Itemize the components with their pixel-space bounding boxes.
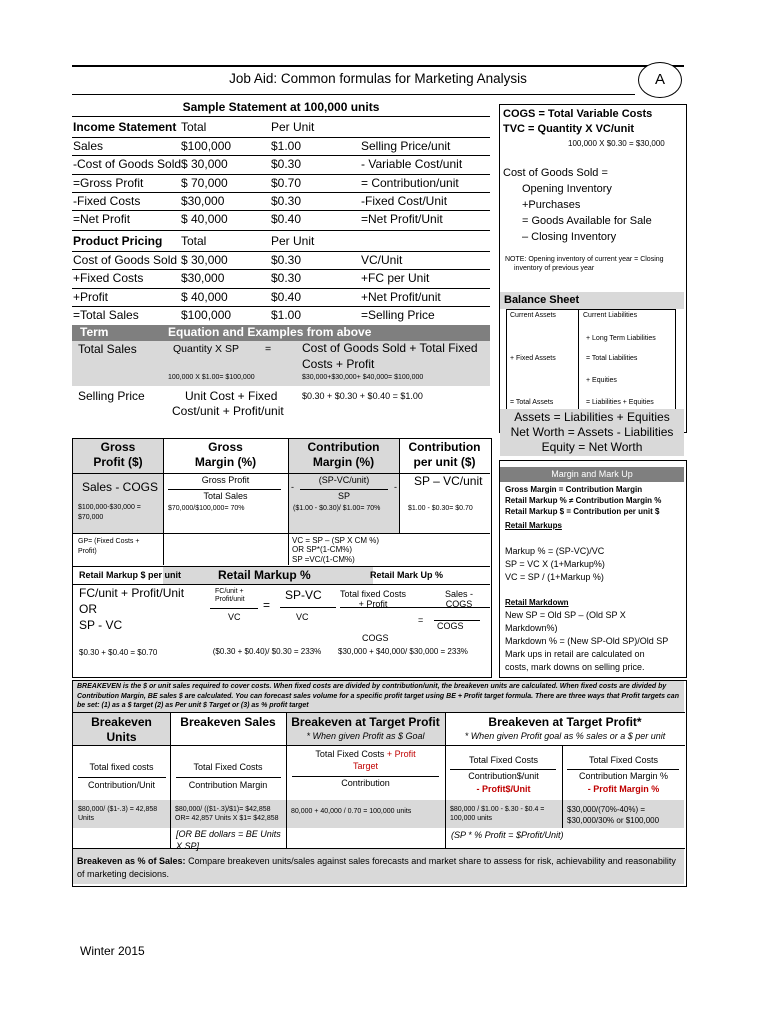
retail-markdown-title: Retail Markdown [505,598,569,607]
total-sales-ex1: 100,000 X $1.00= $100,000 [168,374,255,381]
table-cell: =Selling Price [361,308,435,322]
contribution-margin-head-1: Contribution [307,440,380,454]
table-cell: +Profit [73,290,109,304]
table-cell: $0.30 [271,157,302,171]
selling-price-term: Selling Price [78,389,145,403]
pricing-head-total: Total [181,234,207,248]
gross-margin-denominator: Total Sales [203,491,248,501]
table-cell: $0.40 [271,290,302,304]
gross-profit-formula: Sales - COGS [82,480,159,494]
total-sales-eq1: Quantity X SP [173,343,239,355]
contribution-unit-formula: SP – VC/unit [414,474,483,488]
table-cell: =Gross Profit [73,176,144,190]
contribution-unit-head-1: Contribution [408,440,481,454]
be-sales-head: Breakeven Sales [180,715,276,729]
be-target2-sub: * When given Profit goal as % sales or a $ per unit [464,731,666,741]
balance-left-head: Current Assets [510,312,556,319]
cogs-line1: COGS = Total Variable Costs [503,108,653,120]
be-target-num-a: Total Fixed Costs [315,749,387,759]
cogs-line4: Cost of Goods Sold = [503,167,608,179]
table-cell: Sales [73,139,104,153]
be-target-num-c: Target [352,761,378,771]
table-cell: $0.30 [271,271,302,285]
table-cell: =Net Profit/Unit [361,212,443,226]
income-head-total: Total [181,120,207,134]
markdown-d2: Markdown%) [505,623,558,633]
retail-formula-1b: OR [79,602,97,616]
balance-eq2: Net Worth = Assets - Liabilities [510,425,674,439]
markup-line3: Retail Markup $ = Contribution per unit $ [505,507,660,516]
be-target2-num: Total Fixed Costs [468,755,539,765]
vc-line1: VC = SP – (SP X CM %) [292,536,380,545]
retail-eq-2: = [418,615,424,625]
be-target2-den-b: - Profit$/Unit [476,784,531,794]
cm-numerator: (SP-VC/unit) [318,475,370,485]
gross-margin-head-2: Margin (%) [194,455,257,469]
retail-example-3: $30,000 + $40,000/ $30,000 = 233% [338,647,468,656]
cogs-line2: TVC = Quantity X VC/unit [503,123,635,135]
balance-title: Balance Sheet [504,294,580,306]
header-top-rule [72,65,684,67]
be-target2-example: $80,000 / $1.00 - $.30 - $0.4 = 100,000 units [450,806,545,823]
be-target-num-b: + Profit [386,749,416,759]
pricing-head-label: Product Pricing [73,234,163,248]
be-sp-note: (SP * % Profit = $Profit/Unit) [451,830,564,840]
markdown-d3: Markdown % = (New SP-Old SP)/Old SP [505,636,669,646]
table-cell: $ 40,000 [181,212,228,226]
selling-price-eq1a: Unit Cost + Fixed [185,389,278,403]
table-cell: $1.00 [271,139,302,153]
balance-left-1: + Fixed Assets [510,355,556,362]
markdown-d1: New SP = Old SP – (Old SP X [505,610,626,620]
cogs-line5: Opening Inventory [522,183,612,195]
be-units-num: Total fixed costs [89,762,154,772]
gross-profit-head-2: Profit ($) [93,455,143,469]
table-cell: $0.30 [271,253,302,267]
table-cell: $ 70,000 [181,176,228,190]
cogs-line8: – Closing Inventory [522,231,617,243]
be-target2-head: Breakeven at Target Profit* [488,715,642,729]
gross-margin-numerator: Gross Profit [201,475,250,485]
be-sales-example: $80,000/ (($1-.3)/$1)= $42,858 OR= 42,857 Units X $1= $42,858 [175,806,279,823]
markup-line1: Gross Margin = Contribution Margin [505,485,643,494]
table-cell: - Variable Cost/unit [361,157,463,171]
markup-m1: Markup % = (SP-VC)/VC [505,546,605,556]
total-sales-eq2a: Cost of Goods Sold + Total Fixed [302,341,478,355]
retail-formula-1c: SP - VC [79,618,123,632]
table-cell: Selling Price/unit [361,139,451,153]
be-target-head: Breakeven at Target Profit [291,715,440,729]
table-cell: =Net Profit [73,212,131,226]
table-cell: $ 30,000 [181,157,228,171]
cogs-line6: +Purchases [522,199,581,211]
retail-markups-title: Retail Markups [505,521,562,530]
be-sales-den: Contribution Margin [188,780,268,790]
be-target3-den-a: Contribution Margin % [578,771,669,781]
table-cell: $30,000 [181,271,225,285]
retail-formula-2b-num: SP-VC [285,588,322,602]
be-target-sub: * When given Profit as $ Goal [306,731,425,741]
retail-eq-1: = [263,598,271,612]
cm-denominator: SP [337,491,350,501]
table-cell: VC/Unit [361,253,403,267]
markup-line2: Retail Markup % ≠ Contribution Margin % [505,496,662,505]
gp-note: GP= (Fixed Costs + Profit) [78,538,140,555]
table-cell: Cost of Goods Sold [73,253,178,267]
retail-formula-2-num: FC/unit + Profit/unit [215,588,245,604]
contribution-margin-head-2: Margin (%) [312,455,375,469]
be-units-example: $80,000/ ($1-.3) = 42,858 Units [78,806,158,823]
balance-right-2: = Total Liabilities [586,355,638,362]
balance-right-head: Current Liabilities [583,312,638,319]
cogs-note2: inventory of previous year [514,265,595,272]
be-sales-num: Total Fixed Costs [193,762,263,772]
page-badge: A [638,62,682,98]
retail-formula-1a: FC/unit + Profit/Unit [79,586,185,600]
retail-formula-3-den: COGS [362,633,389,643]
total-sales-ex2: $30,000+$30,000+ $40,000= $100,000 [302,374,424,381]
balance-left-2: = Total Assets [510,399,554,406]
be-units-head-2: Units [106,730,137,744]
be-target3-example: $30,000/(70%-40%) = $30,000/30% or $100,000 [567,805,660,825]
contribution-unit-example: $1.00 - $0.30= $0.70 [408,505,473,512]
table-cell: +Fixed Costs [73,271,144,285]
income-head-unit: Per Unit [271,120,315,134]
income-head-label: Income Statement [73,120,177,134]
retail-formula-3b-num: Sales - COGS [444,589,473,610]
contribution-unit-head-2: per unit ($) [413,455,476,469]
pricing-head-unit: Per Unit [271,234,315,248]
selling-price-eq1b: Cost/unit + Profit/unit [172,404,284,418]
total-sales-eq2b: Costs + Profit [302,357,375,371]
gross-profit-head-1: Gross [100,440,136,454]
sample-title: Sample Statement at 100,000 units [182,100,380,114]
table-cell: $100,000 [181,139,232,153]
retail-head-1: Retail Markup $ per unit [79,570,182,580]
table-cell: +FC per Unit [361,271,430,285]
table-cell: = Contribution/unit [361,176,459,190]
markdown-d4: Mark ups in retail are calculated on [505,649,645,659]
retail-example-1: $0.30 + $0.40 = $0.70 [79,648,158,657]
retail-example-2: ($0.30 + $0.40)/ $0.30 = 233% [212,647,322,656]
balance-right-4: = Liabilities + Equities [586,399,654,406]
table-cell: $ 30,000 [181,253,228,267]
gross-margin-example: $70,000/$100,000= 70% [168,505,245,512]
retail-head-2: Retail Markup % [218,568,311,582]
table-cell: $0.40 [271,212,302,226]
markdown-d5: costs, mark downs on selling price. [505,662,645,672]
be-target3-num: Total Fixed Costs [588,755,659,765]
balance-eq1: Assets = Liabilities + Equities [514,410,670,424]
footer-date: Winter 2015 [80,944,145,958]
breakeven-intro: BREAKEVEN is the $ or unit sales required to cover costs. When fixed costs are divided by contribution/unit, the breakeven units are calculated. When fixed costs are divided by Contribution Margin, BE sales $ are calculated. You can forecast sales volume for a specific profit target using BE + Profit target formula. There are three ways that Profit targets can be set: (1) as a $ target (2) as Per unit $ Target or (3) as % profit target [77,683,679,710]
gross-profit-example: $100,000-$30,000 = $70,000 [78,504,141,521]
be-target2-den-a: Contribution$/unit [468,771,539,781]
be-target-example: 80,000 + 40,000 / 0.70 = 100,000 units [291,808,412,815]
table-cell: $0.70 [271,176,302,190]
table-cell: $1.00 [271,308,302,322]
vc-line3: SP =VC/(1-CM%) [292,555,355,564]
be-units-head-1: Breakeven [91,715,152,729]
be-pct-text: Compare breakeven units/sales against sales forecasts and market share to assess for risk, achievability and reasonability of marketing decisions. [77,856,676,880]
page-title: Job Aid: Common formulas for Marketing Analysis [229,71,527,86]
retail-head-3: Retail Mark Up % [370,570,444,580]
selling-price-ex: $0.30 + $0.30 + $0.40 = $1.00 [302,391,423,401]
cogs-line7: = Goods Available for Sale [522,215,652,227]
cogs-line3: 100,000 X $0.30 = $30,000 [568,139,665,148]
total-sales-term: Total Sales [78,342,137,356]
retail-formula-3-num: Total fixed Costs + Profit [339,589,407,610]
be-or-note: [OR BE dollars = BE Units X SP] [176,829,281,851]
vc-line2: OR SP*(1-CM%) [292,545,353,554]
table-cell: +Net Profit/unit [361,290,441,304]
retail-formula-2b-den: VC [296,612,309,622]
be-units-den: Contribution/Unit [87,780,156,790]
markup-m2: SP = VC X (1+Markup%) [505,559,605,569]
markup-title: Margin and Mark Up [551,469,633,479]
be-target3-den-b: - Profit Margin % [587,784,660,794]
cm-example: ($1.00 - $0.30)/ $1.00= 70% [293,505,381,512]
header-bottom-rule [72,94,635,95]
table-cell: =Total Sales [73,308,139,322]
balance-eq3: Equity = Net Worth [541,440,643,454]
be-target-den: Contribution [341,778,390,788]
table-cell: $100,000 [181,308,232,322]
term-head: Term [80,325,109,339]
markup-m3: VC = SP / (1+Markup %) [505,572,604,582]
table-cell: $30,000 [181,194,225,208]
table-cell: $0.30 [271,194,302,208]
cogs-note1: NOTE: Opening inventory of current year = Closing [505,256,664,263]
total-sales-eq-sign: = [265,343,272,355]
balance-right-1: + Long Term Liabilities [586,335,656,342]
be-pct-label: Breakeven as % of Sales: [77,856,186,866]
retail-formula-3b-den: COGS [437,621,464,631]
table-cell: $ 40,000 [181,290,228,304]
equation-head: Equation and Examples from above [168,325,372,339]
cm-dash: - [291,482,294,492]
balance-right-3: + Equities [586,377,617,384]
table-cell: -Fixed Cost/Unit [361,194,448,208]
gross-margin-head-1: Gross [208,440,243,454]
table-cell: -Fixed Costs [73,194,141,208]
retail-formula-2-den: VC [228,612,241,622]
table-cell: -Cost of Goods Sold [73,157,182,171]
cu-dash: - [394,482,397,492]
